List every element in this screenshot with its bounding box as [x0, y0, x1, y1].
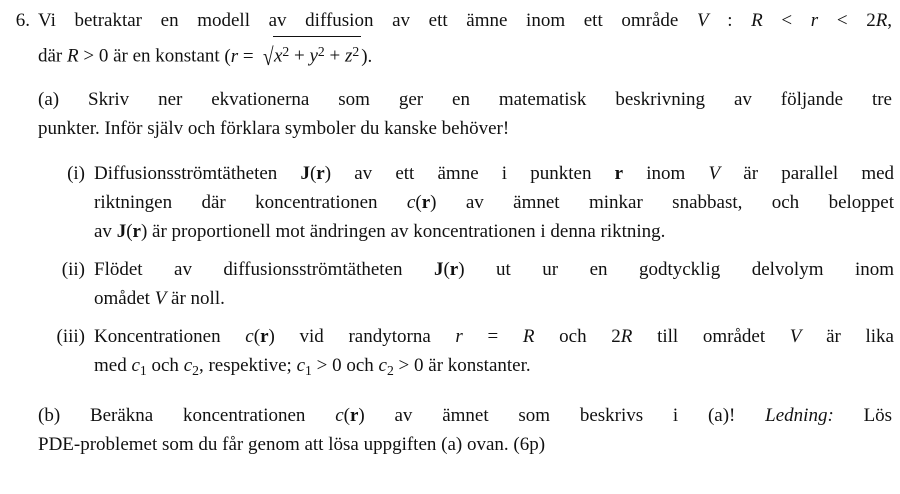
subitem-iii-line-2-mid: och — [151, 354, 179, 376]
part-b-text-tail: Lös — [863, 404, 893, 426]
subitem-ii-line-1 — [94, 255, 894, 284]
subitem-i-label: (i) — [67, 162, 85, 184]
subitem-i-text — [94, 159, 894, 246]
part-b-line-1 — [38, 401, 892, 430]
part-a-line-2: punkter. Inför själv och förklara symboler du kanske behöver! — [38, 117, 510, 139]
subitem-iii-line-1-mid2: och — [559, 325, 587, 347]
subitem-iii-math-c1: $c_1$ — [131, 354, 147, 378]
subitem-ii-text — [94, 255, 894, 313]
problem-number: 6. — [15, 10, 30, 31]
subitem-iii-line-1 — [94, 322, 894, 351]
subitem-ii-label: (ii) — [61, 258, 85, 280]
subitem-ii-line-2-post: är noll. — [171, 287, 225, 309]
subitem-iii-math-V: V — [789, 325, 802, 347]
subitem-iii-line-2 — [94, 351, 894, 385]
problem-line-2-text-b: är en konstant — [113, 45, 220, 67]
problem-line-2-math-2: ($r = √x^2 + y^2 + z^2$ ). — [224, 46, 372, 67]
subitem-i-line-3-post: är proportionell mot ändringen av koncentrationen i denna riktning. — [152, 220, 666, 242]
subitem-i-line-1-mid2: inom — [646, 162, 686, 184]
problem-line-2 — [38, 36, 892, 72]
subitem-iii-line-2-mid3: och — [346, 354, 374, 376]
part-a — [38, 85, 892, 143]
subitem-i-line-3 — [94, 217, 894, 246]
subitem-i-line-2-post: av ämnet minkar snabbast, och beloppet — [465, 191, 894, 213]
part-a-label: (a) — [38, 88, 60, 110]
part-b-text-pre: Beräkna koncentrationen — [89, 404, 306, 426]
subitem-i-math-V: V — [708, 162, 721, 184]
subitem-iii-text — [94, 322, 894, 385]
subitem-ii-line-2-pre: omådet — [94, 287, 150, 309]
subitem-i — [54, 159, 894, 246]
problem-statement-row — [8, 6, 892, 72]
part-a-text-line-1: Skriv ner ekvationerna som ger en matematisk beskrivning av följande tre — [88, 88, 892, 110]
subitem-i-math-J2: J(r) — [116, 220, 148, 242]
subitem-ii-line-2 — [94, 284, 894, 313]
subitem-i-math-J: J(r) — [300, 162, 332, 184]
subitem-iii-math-rR: r = R — [455, 325, 535, 347]
subitem-iii-math-c2pos: $c_2 > 0$ — [378, 354, 424, 378]
subitem-iii-label: (iii) — [56, 325, 85, 347]
problem-line-2-text-a: där — [38, 45, 63, 67]
problem-6 — [8, 6, 895, 459]
problem-statement — [38, 6, 892, 72]
subitem-i-math-r: r — [614, 162, 624, 184]
subitem-i-math-c: c(r) — [406, 191, 437, 213]
part-a-line-1 — [38, 85, 892, 114]
subitem-iii-line-1-mid3: till området — [657, 325, 766, 347]
subitem-i-line-2-pre: riktningen där koncentrationen — [94, 191, 378, 213]
subitem-iii-line-2-pre: med — [94, 354, 127, 376]
part-b-line-2: PDE-problemet som du får genom att lösa uppgiften (a) ovan. (6p) — [38, 433, 546, 455]
problem-line-1 — [38, 6, 892, 36]
subitem-list — [54, 159, 894, 385]
subitem-ii-line-1-post: ut ur en godtycklig delvolym inom — [496, 258, 895, 280]
part-b — [38, 401, 892, 459]
subitem-ii-line-1-pre: Flödet av diffusionsströmtätheten — [94, 258, 403, 280]
square-root: $√x^2 + y^2 + z^2$ — [258, 36, 361, 72]
subitem-i-line-1-post: är parallel med — [743, 162, 895, 184]
subitem-iii — [54, 322, 894, 385]
subitem-iii-line-2-post: är konstanter. — [428, 354, 531, 376]
subitem-iii-line-1-mid: vid randytorna — [299, 325, 431, 347]
subitem-i-line-3-pre: av — [94, 220, 112, 242]
subitem-iii-math-2R: 2R — [611, 325, 633, 347]
subitem-iii-math-c1pos: $c_1 > 0$ — [296, 354, 342, 378]
part-b-label: (b) — [38, 404, 61, 426]
subitem-i-line-1 — [94, 159, 894, 188]
subitem-i-line-1-mid: av ett ämne i punkten — [354, 162, 592, 184]
subitem-i-line-2 — [94, 188, 894, 217]
subitem-iii-line-1-pre: Koncentrationen — [94, 325, 221, 347]
subitem-ii-math-V: V — [154, 287, 167, 309]
part-b-math-c: c(r) — [335, 404, 365, 426]
subitem-ii-math-J: J(r) — [433, 258, 465, 280]
part-b-text-post: av ämnet som beskrivs i (a)! — [394, 404, 736, 426]
problem-line-1-math: V : R < r < 2R, — [697, 10, 893, 31]
problem-line-2-math-1: R > 0 — [67, 45, 109, 67]
subitem-iii-line-2-mid2: respektive; — [208, 354, 292, 376]
subitem-ii — [54, 255, 894, 313]
subitem-iii-math-c: c(r) — [245, 325, 275, 347]
subitem-iii-line-1-post: är lika — [826, 325, 894, 347]
subitem-iii-math-c2: $c_2$, — [183, 354, 204, 378]
problem-line-1-text: Vi betraktar en modell av diffusion av ett ämne inom ett område — [38, 10, 679, 31]
subitem-i-line-1-pre: Diffusionsströmtätheten — [94, 162, 278, 184]
part-b-hint-label: Ledning: — [765, 404, 834, 426]
